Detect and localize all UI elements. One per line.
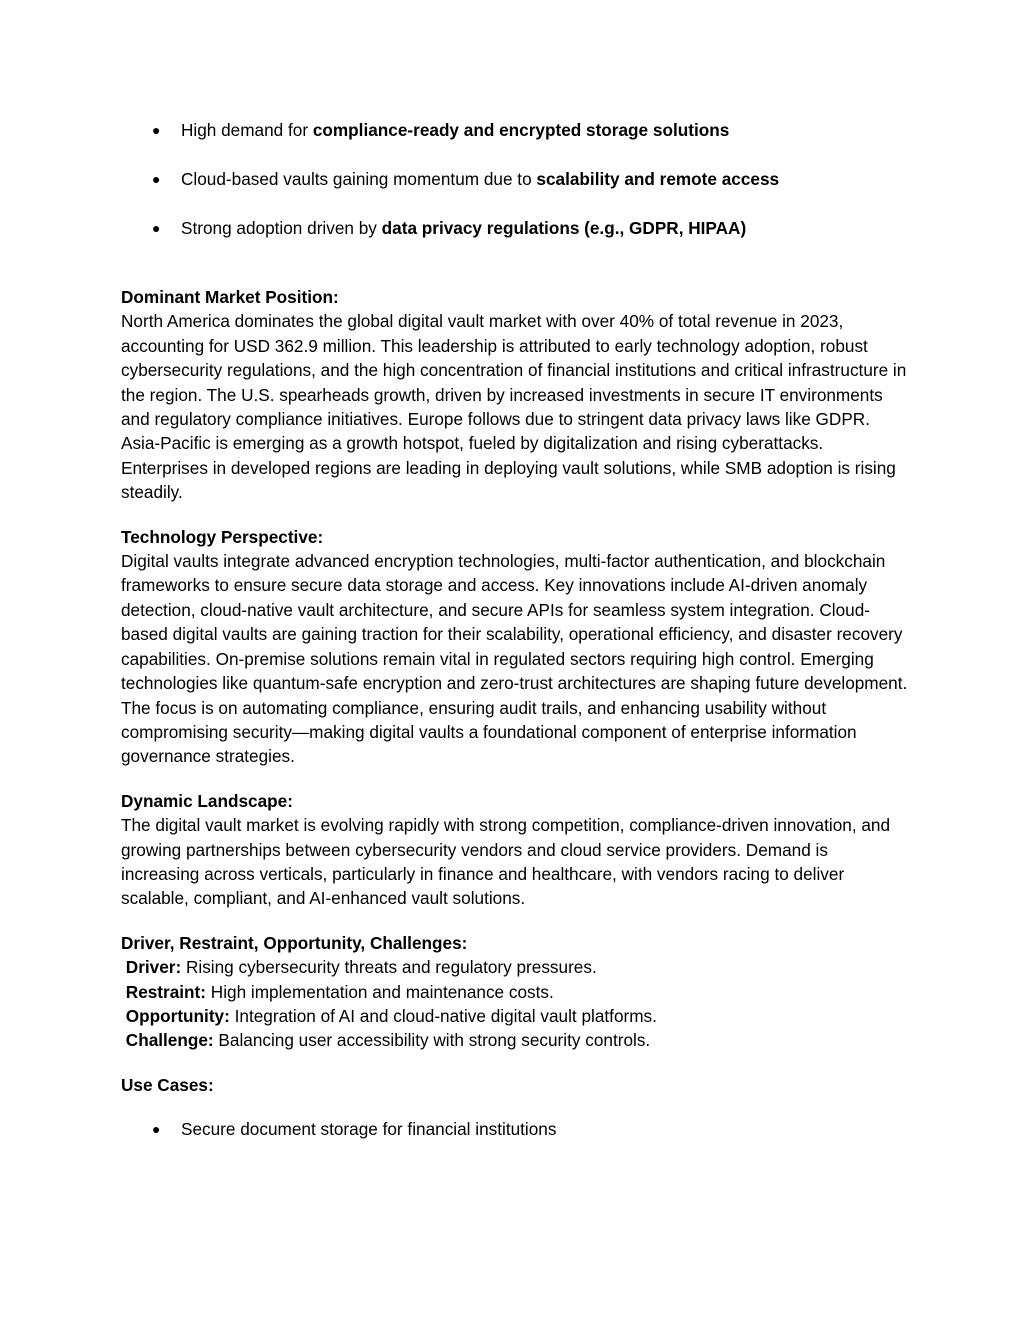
section-body: North America dominates the global digital vault market with over 40% of total revenue in 2023, accounting for USD 362.9 million. This leadership is attributed to early technology adoption, robust cybersecurity regulations, and the high concentration of financial institutions and critical infrastructure in the region. The U.S. spearheads growth, driven by increased investments in secure IT environments and regulatory compliance initiatives. Europe follows due to stringent data privacy laws like GDPR. Asia-Pacific is emerging as a growth hotspot, fueled by digitalization and rising cyberattacks. Enterprises in developed regions are leading in deploying vault solutions, while SMB adoption is rising steadily. [121,311,907,503]
technology-section [121,525,911,769]
challenge-text: Balancing user accessibility with strong security controls. [213,1030,651,1051]
section-body: The digital vault market is evolving rapidly with strong competition, compliance-driven innovation, and growing partnerships between cybersecurity vendors and cloud service providers. Demand is increasing across verticals, particularly in finance and healthcare, with vendors racing to deliver scalable, compliant, and AI-enhanced vault solutions. [121,815,891,909]
bullet-text: High demand for [181,120,313,140]
bullet-emphasis: compliance-ready and encrypted storage solutions [312,120,730,140]
dominant-market-section [121,285,911,505]
challenge-label: Challenge: [125,1030,214,1051]
key-trends-list [121,118,911,240]
bullet-icon: ● [152,1121,161,1138]
restraint-line [121,980,911,1004]
dynamic-landscape-section [121,789,911,911]
opportunity-label: Opportunity: [125,1005,230,1026]
bullet-icon: ● [152,219,161,236]
list-item [121,167,911,191]
bullet-icon: ● [152,170,161,187]
restraint-label: Restraint: [125,981,207,1002]
document-page [121,118,911,1142]
use-case-text: Secure document storage for financial institutions [181,1119,557,1140]
bullet-emphasis: scalability and remote access [536,168,780,189]
bullet-icon: ● [152,122,161,138]
list-item [121,1117,911,1141]
section-heading: Dominant Market Position: [121,287,339,307]
driver-restraint-section [121,931,911,1053]
bullet-emphasis: data privacy regulations (e.g., GDPR, HIPAA) [381,217,747,238]
driver-line [121,955,911,979]
use-cases-list [121,1117,911,1141]
bullet-text: Cloud-based vaults gaining momentum due to [181,168,537,189]
section-heading: Technology Perspective: [121,526,324,547]
driver-text: Rising cybersecurity threats and regulatory pressures. [181,957,597,978]
challenge-line [121,1028,911,1052]
driver-label: Driver: [125,957,182,978]
section-heading: Dynamic Landscape: [121,790,293,811]
bullet-text: Strong adoption driven by [181,217,382,238]
restraint-text: High implementation and maintenance costs. [206,981,554,1002]
list-item [121,118,911,142]
section-heading: Driver, Restraint, Opportunity, Challenges: [121,932,468,953]
list-item [121,216,911,240]
opportunity-line [121,1004,911,1028]
use-cases-section [121,1073,911,1097]
section-heading: Use Cases: [121,1074,214,1095]
opportunity-text: Integration of AI and cloud-native digital vault platforms. [229,1005,657,1026]
section-body: Digital vaults integrate advanced encryption technologies, multi-factor authentication, and blockchain frameworks to ensure secure data storage and access. Key innovations include AI-driven anomaly detection, cloud-native vault architecture, and secure APIs for seamless system integration. Cloud-based digital vaults are gaining traction for their scalability, operational efficiency, and disaster recovery capabilities. On-premise solutions remain vital in regulated sectors requiring high control. Emerging technologies like quantum-safe encryption and zero-trust architectures are shaping future development. The focus is on automating compliance, ensuring audit trails, and enhancing usability without compromising security—making digital vaults a foundational component of enterprise information governance strategies. [121,551,908,767]
